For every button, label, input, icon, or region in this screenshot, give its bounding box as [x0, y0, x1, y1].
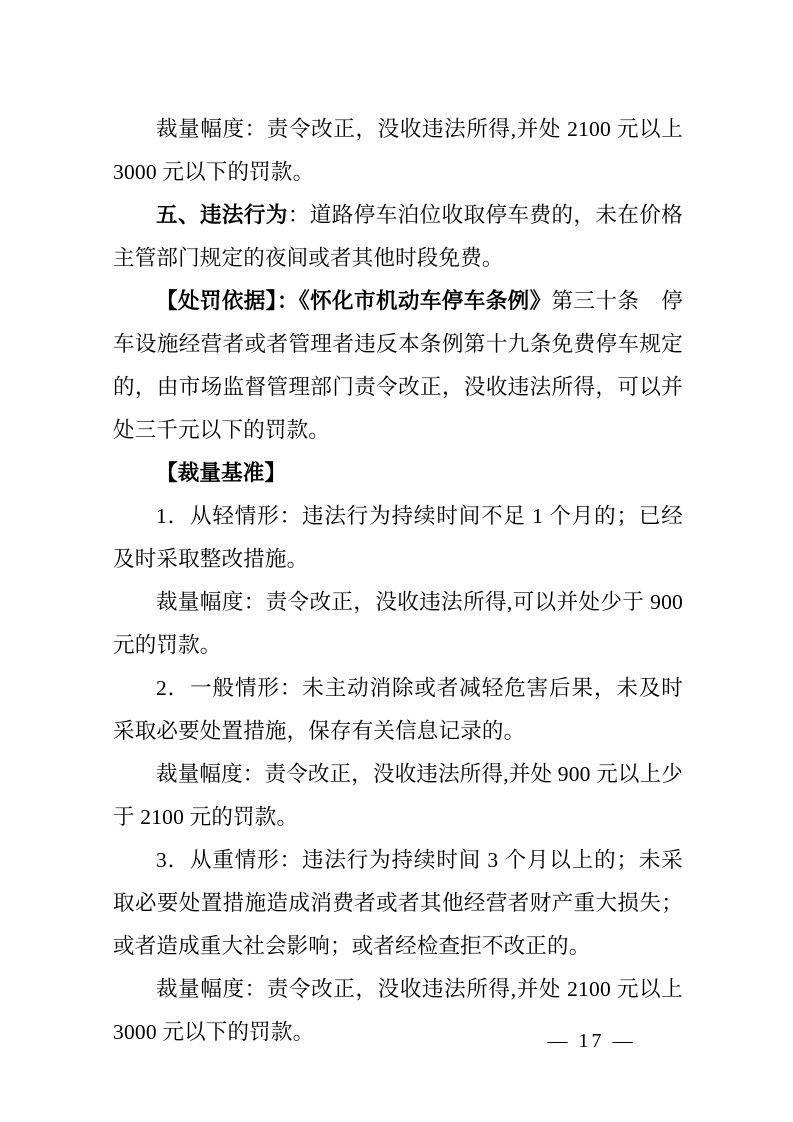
paragraph: [113, 753, 683, 839]
paragraph: [113, 667, 683, 753]
paragraph: [113, 839, 683, 968]
paragraph: [113, 581, 683, 667]
body-text: ：道路停车泊位收取停车费的，未在价格主管部门规定的夜间或者其他时段免费。: [113, 203, 684, 270]
body-text: 2．一般情形：未主动消除或者减轻危害后果，未及时采取必要处置措施，保存有关信息记录的。: [113, 676, 683, 743]
emphasis-text: 五、违法行为: [156, 203, 288, 227]
document-body: [113, 108, 683, 1054]
paragraph: [113, 280, 683, 452]
page-footer: [0, 1030, 793, 1053]
paragraph: [113, 108, 683, 194]
body-text: 裁量幅度：责令改正，没收违法所得,并处 900 元以上少于 2100 元的罚款。: [113, 762, 683, 829]
paragraph-heading: [113, 452, 683, 495]
body-text: 第三十条 停车设施经营者或者管理者违反本条例第十九条免费停车规定的，由市场监督管理部门责令改正，没收违法所得，可以并处三千元以下的罚款。: [113, 289, 683, 442]
body-text: 3．从重情形：违法行为持续时间 3 个月以上的；未采取必要处置措施造成消费者或者其他经营者财产重大损失；或者造成重大社会影响；或者经检查拒不改正的。: [113, 848, 683, 958]
emphasis-text: 【裁量基准】: [156, 461, 287, 485]
body-text: 裁量幅度：责令改正，没收违法所得,可以并处少于 900 元的罚款。: [113, 590, 683, 657]
page-number: — 17 —: [547, 1030, 636, 1052]
paragraph: [113, 194, 683, 280]
body-text: 1．从轻情形：违法行为持续时间不足 1 个月的；已经及时采取整改措施。: [113, 504, 683, 571]
body-text: 裁量幅度：责令改正，没收违法所得,并处 2100 元以上 3000 元以下的罚款。: [113, 977, 683, 1044]
paragraph: [113, 495, 683, 581]
body-text: 裁量幅度：责令改正，没收违法所得,并处 2100 元以上 3000 元以下的罚款。: [113, 117, 683, 184]
emphasis-text: 【处罚依据】：《怀化市机动车停车条例》: [156, 289, 552, 313]
